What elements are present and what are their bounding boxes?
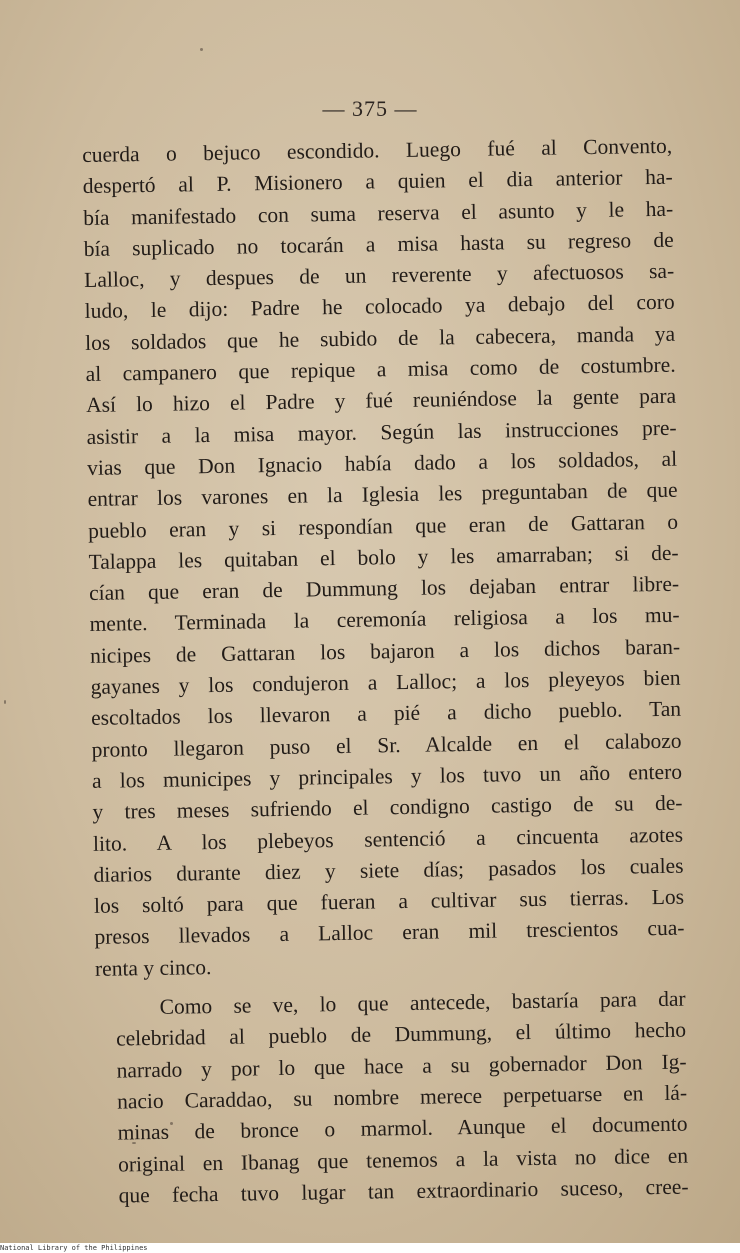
text-line: Como se ve, lo que antecede, bastaría para dar xyxy=(159,986,686,1019)
text-line: al campanero que repique a misa como de costumbre. xyxy=(85,352,676,387)
text-line: asistir a la misa mayor. Según las instrucciones pre- xyxy=(86,415,677,449)
text-line: los soltó para que fueran a cultivar sus tierras. Los xyxy=(93,884,685,919)
text-line: a los municipes y principales y los tuvo un año entero xyxy=(91,759,683,793)
paragraph-1 xyxy=(82,131,685,985)
text-line: despertó al P. Misionero a quien el dia anterior ha- xyxy=(82,165,673,199)
text-line: vias que Don Ignacio había dado a los soldados, al xyxy=(86,446,678,480)
text-line: celebridad al pueblo de Dummung, el último hecho xyxy=(115,1017,687,1051)
text-line: los soldados que he subido de la cabecera, manda ya xyxy=(84,321,676,355)
text-line: diarios durante diez y siete días; pasados los cuales xyxy=(93,853,684,887)
text-line: pueblo eran y si respondían que eran de Gattaran o xyxy=(87,509,679,543)
text-line: ludo, le dijo: Padre he colocado ya debajo del coro xyxy=(84,290,675,324)
ink-speck xyxy=(4,700,6,704)
text-line: presos llevados a Lalloc eran mil trescientos cua- xyxy=(94,916,685,950)
text-line: gayanes y los condujeron a Lalloc; a los pleyeyos bien xyxy=(90,665,681,699)
text-line: bía suplicado no tocarán a misa hasta su regreso de xyxy=(83,227,674,261)
text-line: entrar los varones en la Iglesia les preguntaban de que xyxy=(87,477,678,512)
text-line: Lalloc, y despues de un reverente y afectuosos sa- xyxy=(84,258,675,293)
library-watermark: National Library of the Philippines xyxy=(0,1244,148,1252)
text-line: lito. A los plebeyos sentenció a cincuenta azotes xyxy=(92,822,684,856)
body-text xyxy=(82,131,689,1212)
text-line: minas de bronce o marmol. Aunque el documento xyxy=(117,1111,688,1145)
text-line: original en Ibanag que tenemos a la vista no dice en xyxy=(117,1143,689,1177)
text-line: nicipes de Gattaran los bajaron a los dichos baran- xyxy=(89,634,681,668)
text-line: renta y cinco. xyxy=(94,954,212,981)
text-line: mente. Terminada la ceremonía religiosa a los mu- xyxy=(89,603,680,637)
text-line: Talappa les quitaban el bolo y les amarraban; si de- xyxy=(88,540,679,574)
text-line: cían que eran de Dummung los dejaban entrar libre- xyxy=(88,571,680,606)
ink-speck xyxy=(200,48,203,51)
text-line: y tres meses sufriendo el condigno castigo de su de- xyxy=(92,790,683,825)
page-number: — 375 — xyxy=(322,96,418,121)
text-line: bía manifestado con suma reserva el asunto y le ha- xyxy=(83,196,674,230)
text-line: narrado y por lo que hace a su gobernador Don Ig- xyxy=(116,1049,687,1083)
text-line: nacio Caraddao, su nombre merece perpetuarse en lá- xyxy=(116,1080,688,1114)
text-line: escoltados los llevaron a pié a dicho pueblo. Tan xyxy=(90,697,682,731)
text-line: cuerda o bejuco escondido. Luego fué al Convento, xyxy=(82,133,673,167)
text-line: que fecha tuvo lugar tan extraordinario suceso, cree- xyxy=(118,1174,689,1208)
text-line: Así lo hizo el Padre y fué reuniéndose la gente para xyxy=(85,384,677,418)
paragraph-2 xyxy=(95,984,688,1212)
text-line: pronto llegaron puso el Sr. Alcalde en el calabozo xyxy=(91,728,682,762)
